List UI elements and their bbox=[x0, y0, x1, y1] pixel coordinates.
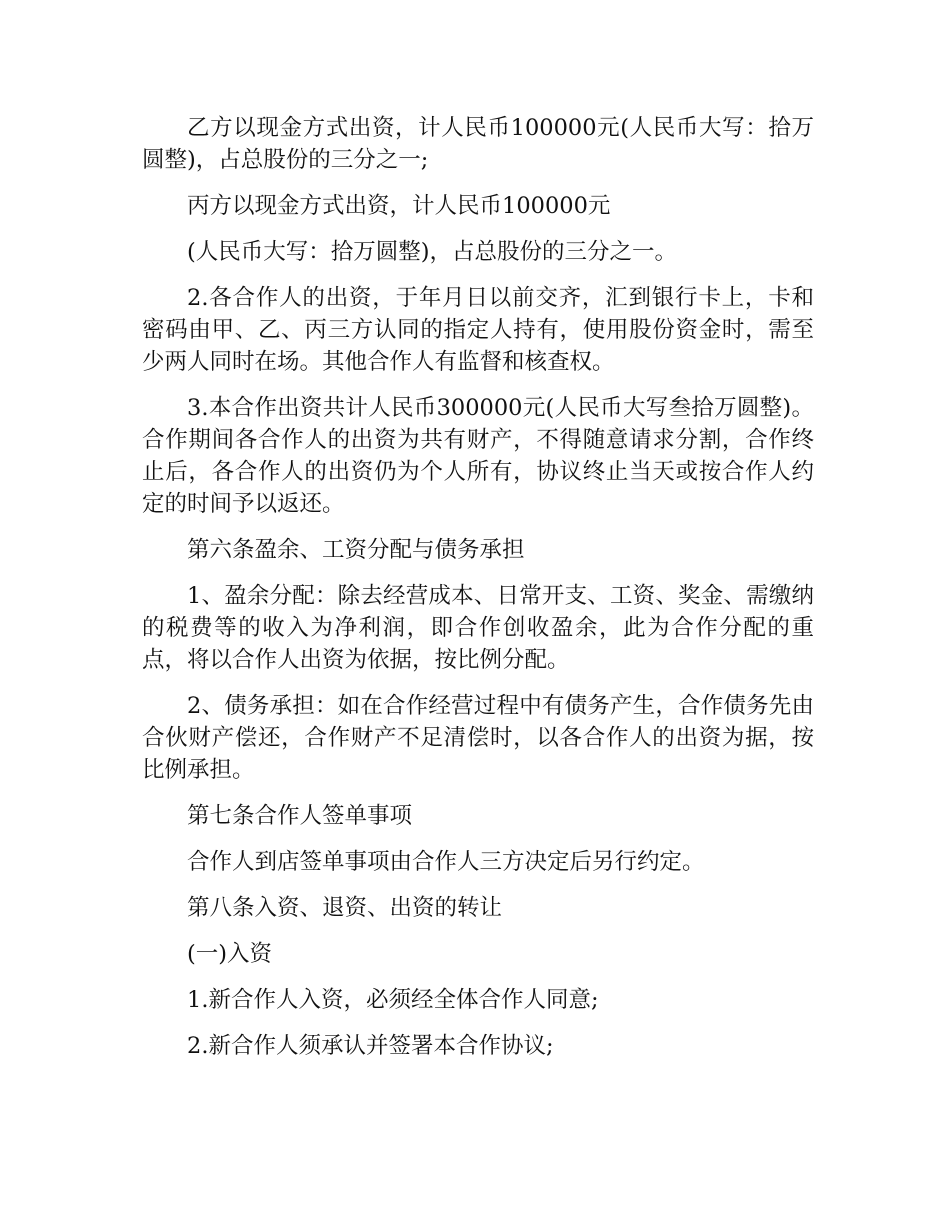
document-page bbox=[142, 112, 814, 1076]
paragraph-total-contribution: 3.本合作出资共计人民币300000元(人民币大写叁拾万圆整)。合作期间各合作人的出资为共有财产，不得随意请求分割，合作终止后，各合作人的出资仍为个人所有，协议终止当天或按合作人约定的时间予以返还。 bbox=[142, 395, 814, 517]
paragraph-entry-agreement: 2.新合作人须承认并签署本合作协议; bbox=[187, 1033, 554, 1059]
paragraph-bing-contribution: 丙方以现金方式出资，计人民币100000元 bbox=[187, 193, 611, 219]
paragraph-entry-consent: 1.新合作人入资，必须经全体合作人同意; bbox=[187, 987, 599, 1013]
paragraph-debt-liability: 2、债务承担：如在合作经营过程中有债务产生，合作债务先由合伙财产偿还，合作财产不足清偿时，以各合作人的出资为据，按比例承担。 bbox=[142, 693, 814, 783]
paragraph-bing-amount-words: (人民币大写：拾万圆整)，占总股份的三分之一。 bbox=[187, 239, 678, 265]
heading-article-7: 第七条合作人签单事项 bbox=[187, 803, 413, 829]
paragraph-profit-distribution: 1、盈余分配：除去经营成本、日常开支、工资、奖金、需缴纳的税费等的收入为净利润，即合作创收盈余，此为合作分配的重点，将以合作人出资为依据，按比例分配。 bbox=[142, 583, 814, 673]
paragraph-signing-matters: 合作人到店签单事项由合作人三方决定后另行约定。 bbox=[187, 849, 705, 875]
paragraph-contribution-deadline: 2.各合作人的出资，于年月日以前交齐，汇到银行卡上，卡和密码由甲、乙、丙三方认同的指定人持有，使用股份资金时，需至少两人同时在场。其他合作人有监督和核查权。 bbox=[142, 285, 814, 375]
heading-article-6: 第六条盈余、工资分配与债务承担 bbox=[187, 537, 525, 563]
paragraph-yi-contribution: 乙方以现金方式出资，计人民币100000元(人民币大写：拾万圆整)，占总股份的三分之一; bbox=[142, 115, 814, 173]
subheading-capital-entry: (一)入资 bbox=[187, 941, 273, 967]
heading-article-8: 第八条入资、退资、出资的转让 bbox=[187, 895, 503, 921]
